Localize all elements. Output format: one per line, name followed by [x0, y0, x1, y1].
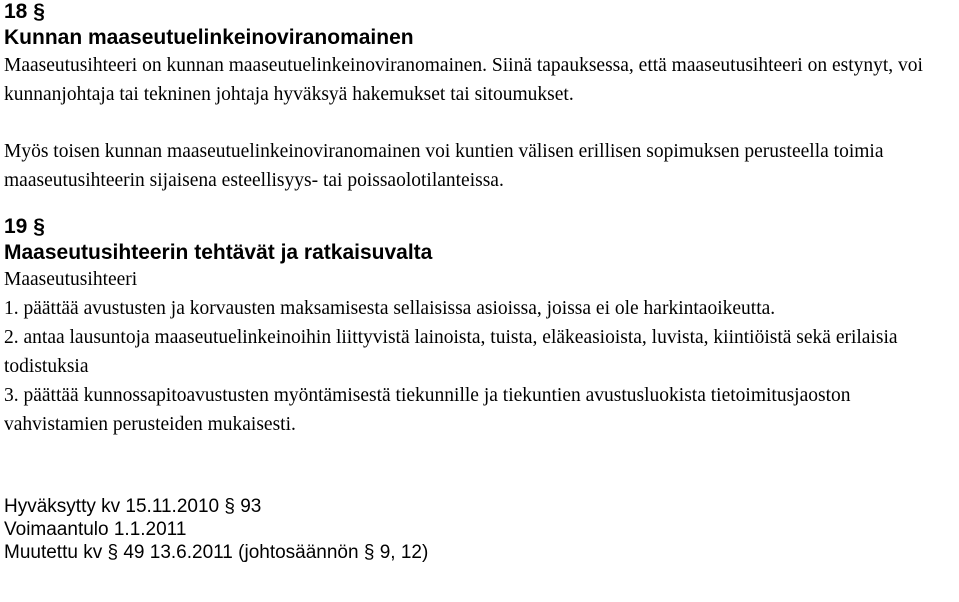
- section-title: Maaseutusihteerin tehtävät ja ratkaisuvalta: [4, 241, 433, 264]
- paragraph: Maaseutusihteeri on kunnan maaseutuelinkeinoviranomainen. Siinä tapauksessa, että maaseutusihteeri on estynyt, voi kunnanjohtaja tai tekninen johtaja hyväksyä hakemukset tai sitoumukset.: [4, 55, 923, 105]
- footer-notes: [4, 495, 959, 564]
- section-18: [4, 0, 959, 195]
- list-item: 2. antaa lausuntoja maaseutuelinkeinoihin liittyvistä lainoista, tuista, eläkeasioista, luvista, kiintiöistä sekä erilaisia todistuksia: [4, 327, 898, 377]
- subject-label: Maaseutusihteeri: [4, 269, 138, 290]
- section-19: [4, 215, 959, 439]
- paragraph: Myös toisen kunnan maaseutuelinkeinoviranomainen voi kuntien välisen erillisen sopimuksen perusteella toimia maaseutusihteerin sijaisena esteellisyys- tai poissaolotilanteissa.: [4, 141, 884, 191]
- list-item: 3. päättää kunnossapitoavustusten myöntämisestä tiekunnille ja tiekuntien avustusluokista tietoimitusjaoston vahvistamien perusteiden mukaisesti.: [4, 385, 851, 435]
- approval-note: Hyväksytty kv 15.11.2010 § 93: [4, 496, 262, 517]
- list-item: 1. päättää avustusten ja korvausten maksamisesta sellaisissa asioissa, joissa ei ole harkintaoikeutta.: [4, 298, 776, 319]
- section-number: 18 §: [4, 0, 45, 23]
- amendment-note: Muutettu kv § 49 13.6.2011 (johtosäännön § 9, 12): [4, 542, 429, 563]
- section-title: Kunnan maaseutuelinkeinoviranomainen: [4, 26, 414, 49]
- section-number: 19 §: [4, 215, 45, 238]
- document-page: [4, 0, 959, 564]
- effective-date-note: Voimaantulo 1.1.2011: [4, 519, 187, 540]
